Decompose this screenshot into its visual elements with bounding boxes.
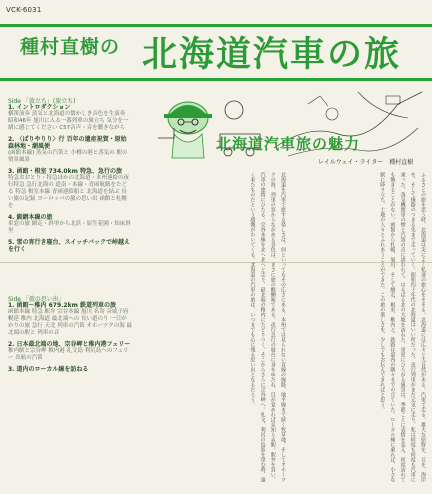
- track-item: [8, 104, 132, 132]
- side-b-label: Side 「旅の思い出」: [8, 296, 65, 303]
- track-item: [8, 214, 132, 235]
- article-body-second: 北海道を汽車で旅する楽しさは、何といってもその広さにある。本州では見られない直線の線路、地平線まで続く牧草地、そしてオホーツクの海。列車の窓からながめる景色は、まさに旅の醍醐味である。夜行急行の寝台に身をゆだね、目が覚めれば見知らぬ駅。駅弁を買い、汽車の旅情にひたる。宗谷本線を北へ北へと走り、最北端の稚内にたどりつく。そこからさらに宗谷岬へ。礼文、利尻の島影を望む時、遠く来たものだという感慨がわいてくる。北海道の汽車の旅は、いつまでも心に残る思い出となるだろう。: [249, 172, 286, 482]
- track-title: 3. 道内のローカル線を訪ねる: [8, 366, 89, 373]
- catalog-number: VCK-6031: [6, 6, 42, 14]
- track-title: 4. 釧網本線の旅: [8, 214, 53, 221]
- track-item: [8, 239, 132, 253]
- track-item: [8, 168, 132, 210]
- track-description: (函館本線) 蒸気の汽笛と 小樽の港と蒸気の 駅の情景風景: [8, 150, 128, 163]
- article-byline: レイルウェイ・ライター 種村直樹: [318, 159, 414, 166]
- track-description: 函館本線 特急 駅弁 宗谷本線 旭川 名寄 音威子府 幌延 稚内 北海道 最北端への 長い道のり 一日がかりの旅 急行 天北 列車の汽笛 オホーツクの海 最北端の駅と 列車の音: [8, 309, 132, 336]
- track-title: 2. 日本最北端の地、宗谷岬と稚内港フェリー: [8, 341, 131, 348]
- page-title: 北海道汽車の旅: [142, 35, 402, 75]
- track-item: [8, 302, 132, 337]
- article-body-first: ふるさとの旅を思う時、北海道は実によく私達の旅心をそそる。北海道には広々と大自然がある。汽車で走る。雄大な原野を、丘を、海岸を、そして線路のつきる先まで走っていく。昭和四十年代の北海道はいい所だった。夜行列車がまだ元気に走り、私は何度も何度も汽車に乗った。蒸気機関車の煙と汽笛の音に誘われて、はるばる北の大地を訪ねた。車窓にひろがる風景は、季節ごとに表情を変え、何度訪れても飽きることがない。函館から札幌、旭川、そして網走、根室、稚内と、鉄路は道内の隅々までのびていた。ローカル線に乗れば、小さな駅に降り立ち、土地の人々とふれあうことができた。この旅の楽しさを、少しでもお伝えできればと思う。: [379, 172, 426, 482]
- track-item: [8, 341, 132, 362]
- track-item: [8, 366, 132, 373]
- article-title: 北海道汽車旅の魅力: [216, 135, 361, 153]
- track-description: 横笛演奏 蒸気と北海道の懐かしき音色を生演奏 昭和46年 旭川に入る一番列車の旅立ち 気分を一緒に感じてください C57音声・音を聴きながら: [8, 111, 129, 131]
- track-description: 稚内駅と宗谷岬 稚内港 礼文島 利尻島へのフェリー 出航の汽笛: [8, 348, 129, 361]
- track-title: 2. 〈ぱりやりり〉行 百年の遺産祝賀・原始森林地・潮風便: [8, 136, 127, 150]
- track-item: [8, 136, 132, 164]
- track-title: 1. 函館〜稚内 679.2km 鉄道列車の旅: [8, 302, 116, 309]
- side-b-tracklist: [8, 302, 132, 373]
- track-title: 3. 函館・根室 734.0km 特急、急行の旅: [8, 168, 122, 175]
- track-title: 5. 雪の宵行き寝台、スイッチバックで峠越えを行く: [8, 239, 130, 253]
- title-rule-bottom: [0, 78, 432, 81]
- track-description: 特急おおとり・特急ほかの北海道・本州連絡の夜行特急 急行北海の 道南・本線・青函航路をたどる 特急 根室本線 青函連絡船と 北海道を結ぶ 長い旅の記録 ヨーロッパの旅の思い出 函館と札幌を: [8, 175, 130, 209]
- title-author: 種村直樹の: [20, 36, 121, 58]
- track-title: 1. イントロダクション: [8, 104, 71, 111]
- side-a-tracklist: [8, 104, 132, 253]
- author-caricature-icon: [150, 88, 270, 168]
- side-a-label: Side 「旅立ち」(旅立ち): [8, 98, 76, 105]
- track-description: 車窓の旅 網走・斜里から北浜・原生花園・知床斜里: [8, 221, 131, 234]
